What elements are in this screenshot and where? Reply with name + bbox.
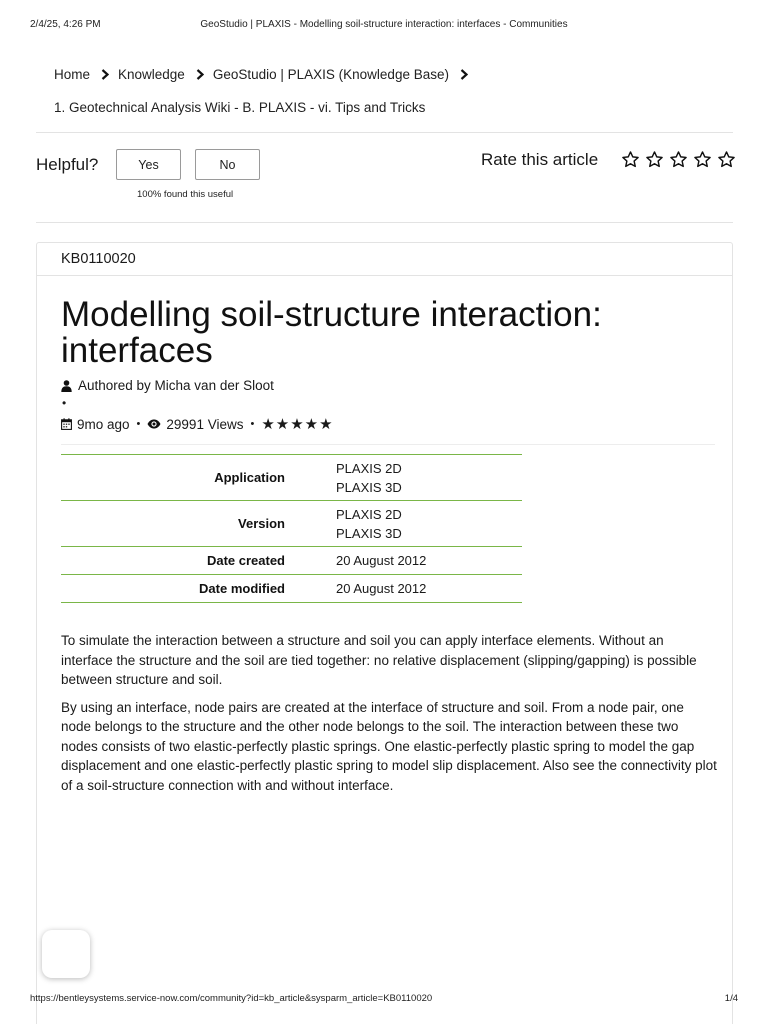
print-date: 2/4/25, 4:26 PM	[30, 19, 101, 30]
table-value	[293, 455, 522, 501]
star-outline-icon[interactable]	[668, 148, 688, 170]
star-outline-icon[interactable]	[620, 148, 640, 170]
helpful-label: Helpful?	[36, 155, 99, 174]
article-age: 9mo ago	[77, 416, 130, 432]
table-row	[61, 501, 522, 547]
breadcrumb-knowledge[interactable]: Knowledge	[118, 66, 185, 82]
table-label: Date modified	[199, 581, 285, 596]
star-outline-icon[interactable]	[716, 148, 736, 170]
star-outline-icon[interactable]	[692, 148, 712, 170]
table-value-line: PLAXIS 2D	[336, 506, 402, 522]
meta-bullet: •	[136, 418, 141, 430]
table-value-line: PLAXIS 2D	[336, 460, 402, 476]
print-header	[0, 19, 768, 33]
breadcrumb-knowledge-base[interactable]: GeoStudio | PLAXIS (Knowledge Base)	[212, 66, 449, 82]
rate-article-label: Rate this article	[481, 150, 599, 169]
yes-button[interactable]: Yes	[116, 149, 181, 180]
breadcrumb-line	[54, 64, 734, 84]
meta-bullet: •	[62, 396, 67, 410]
useful-percentage: 100% found this useful	[137, 189, 234, 200]
divider	[36, 132, 733, 133]
user-icon	[61, 379, 73, 393]
breadcrumb	[54, 64, 734, 117]
article-paragraph: By using an interface, node pairs are created at the interface of structure and soil. From a node pair, one node belongs to the structure and the other node belongs to the soil. The interaction between these two nodes consists of two elastic-perfectly plastic springs. One elastic-perfectly plastic spring to model the gap displacement and one elastic-perfectly plastic spring to model slip displacement. Also see the connectivity plot of a soil-structure connection with and without interface.	[61, 699, 717, 793]
print-url: https://bentleysystems.service-now.com/community?id=kb_article&sysparm_article=KB0110020	[30, 993, 433, 1004]
chevron-right-icon	[196, 64, 204, 84]
article-meta	[61, 415, 334, 433]
breadcrumb-home[interactable]: Home	[54, 66, 91, 82]
article-title: Modelling soil-structure interaction: interfaces	[61, 295, 602, 370]
eye-icon	[147, 419, 161, 429]
author-name: Authored by Micha van der Sloot	[78, 378, 274, 393]
article-views: 29991 Views	[166, 416, 244, 432]
table-row	[61, 547, 522, 575]
divider	[61, 444, 715, 445]
table-value: 20 August 2012	[336, 581, 427, 596]
article-number: KB0110020	[37, 243, 732, 276]
calendar-icon	[61, 418, 72, 430]
article-paragraph: To simulate the interaction between a structure and soil you can apply interface elements. Without an interface the structure and the soil are tied together: no relative displacement (slipping/gapping) is possible between structure and soil.	[61, 633, 697, 687]
article-info-table	[61, 454, 522, 603]
no-button[interactable]: No	[195, 149, 260, 180]
article-author	[61, 378, 274, 393]
chevron-right-icon	[460, 64, 468, 84]
print-footer	[0, 993, 768, 1007]
table-label: Version	[238, 516, 285, 531]
article-body	[61, 631, 717, 795]
table-value-line: PLAXIS 3D	[336, 479, 402, 495]
table-row	[61, 575, 522, 603]
table-label: Application	[214, 470, 285, 485]
table-label: Date created	[206, 553, 285, 568]
table-row	[61, 455, 522, 501]
chat-widget-button[interactable]	[42, 930, 90, 978]
article-rating: ★★★★★	[261, 416, 334, 433]
article-card	[36, 242, 733, 1024]
print-title: GeoStudio | PLAXIS - Modelling soil-structure interaction: interfaces - Communities	[200, 19, 568, 30]
star-outline-icon[interactable]	[644, 148, 664, 170]
rating-input	[620, 148, 736, 170]
table-value	[293, 501, 522, 547]
chevron-right-icon	[101, 64, 109, 84]
divider	[36, 222, 733, 223]
print-page-number: 1/4	[724, 993, 738, 1004]
table-value-line: PLAXIS 3D	[336, 525, 402, 541]
meta-bullet: •	[250, 418, 255, 430]
table-value: 20 August 2012	[336, 553, 427, 568]
breadcrumb-current[interactable]: 1. Geotechnical Analysis Wiki - B. PLAXIS - vi. Tips and Tricks	[54, 99, 426, 115]
